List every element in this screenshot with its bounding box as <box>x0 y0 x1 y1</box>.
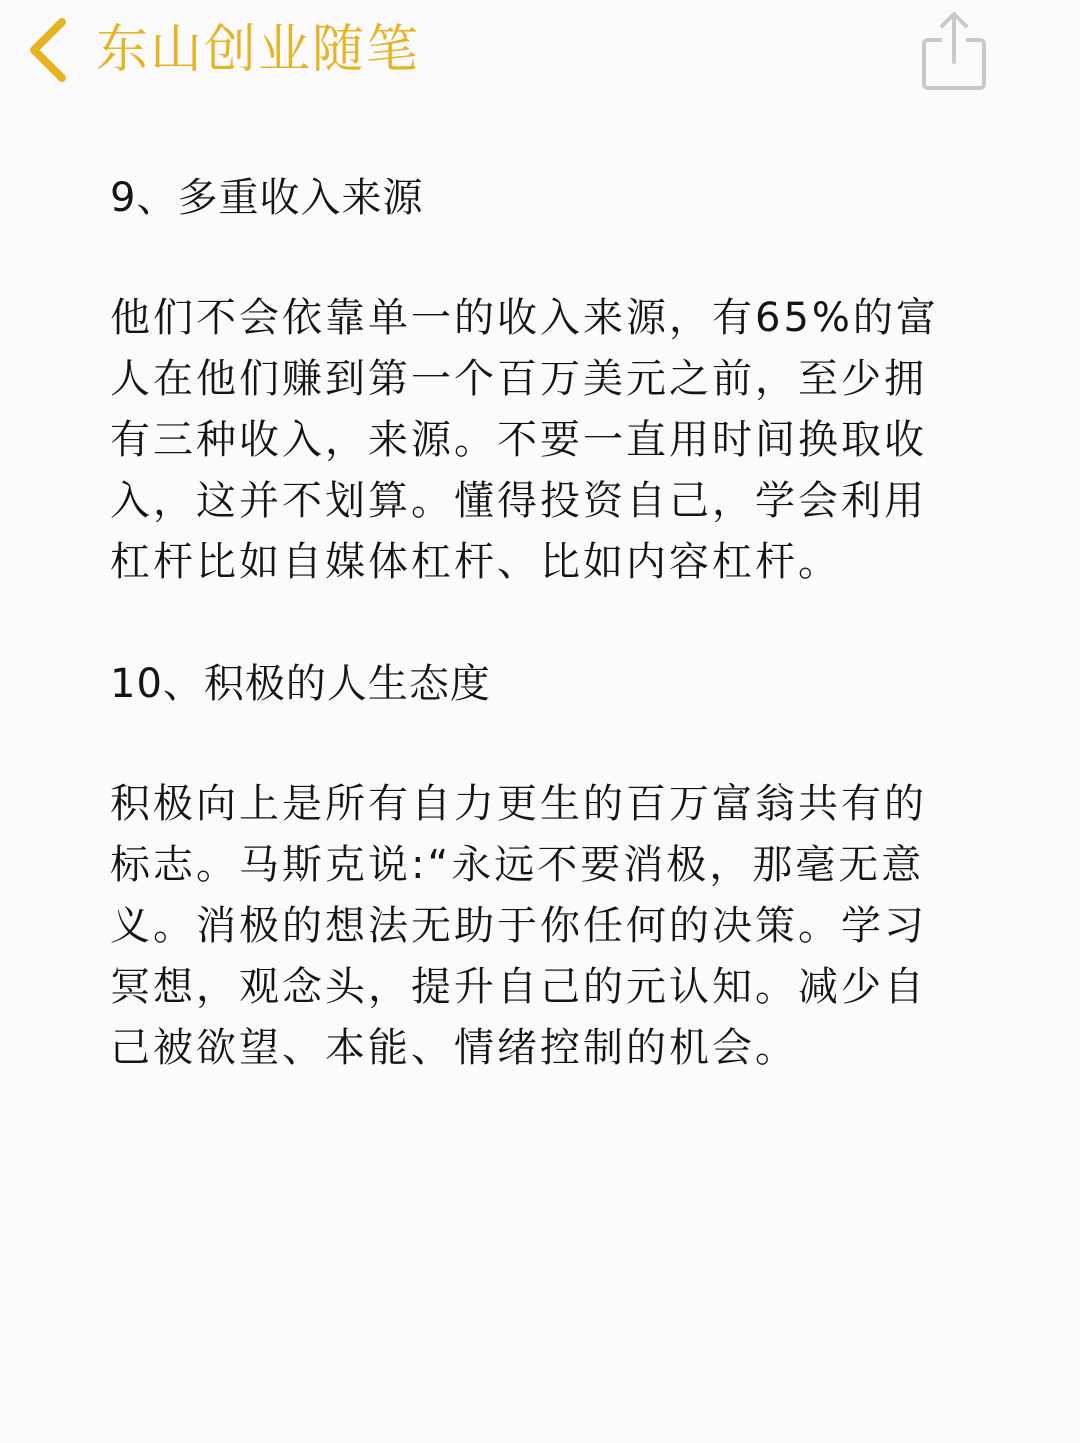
paragraph-line: 己被欲望、本能、情绪控制的机会。 <box>110 1025 798 1071</box>
chevron-left-icon <box>22 12 78 88</box>
share-icon <box>918 6 990 94</box>
paragraph-line: 有三种收入，来源。不要一直用时间换取收 <box>110 417 927 463</box>
paragraph-line: 人在他们赚到第一个百万美元之前，至少拥 <box>110 356 927 402</box>
back-button[interactable] <box>22 12 420 88</box>
navigation-bar <box>0 0 1080 110</box>
paragraph-line: 杠杆比如自媒体杠杆、比如内容杠杆。 <box>110 539 841 585</box>
paragraph-line: 入，这并不划算。懂得投资自己，学会利用 <box>110 478 927 524</box>
paragraph-line: 义。消极的想法无助于你任何的决策。学习 <box>110 903 927 949</box>
paragraph-line: 他们不会依靠单一的收入来源，有65%的富 <box>110 295 939 341</box>
paragraph-line: 冥想，观念头，提升自己的元认知。减少自 <box>110 964 927 1010</box>
back-label: 东山创业随笔 <box>96 20 421 80</box>
share-button[interactable] <box>918 6 990 94</box>
section-paragraph <box>110 774 970 1079</box>
section-paragraph <box>110 288 970 593</box>
paragraph-line: 积极向上是所有自力更生的百万富翁共有的 <box>110 781 927 827</box>
section-heading: 9、多重收入来源 <box>110 175 424 221</box>
section-heading: 10、积极的人生态度 <box>110 661 491 707</box>
paragraph-line: 标志。马斯克说:“永远不要消极，那毫无意 <box>110 842 925 888</box>
